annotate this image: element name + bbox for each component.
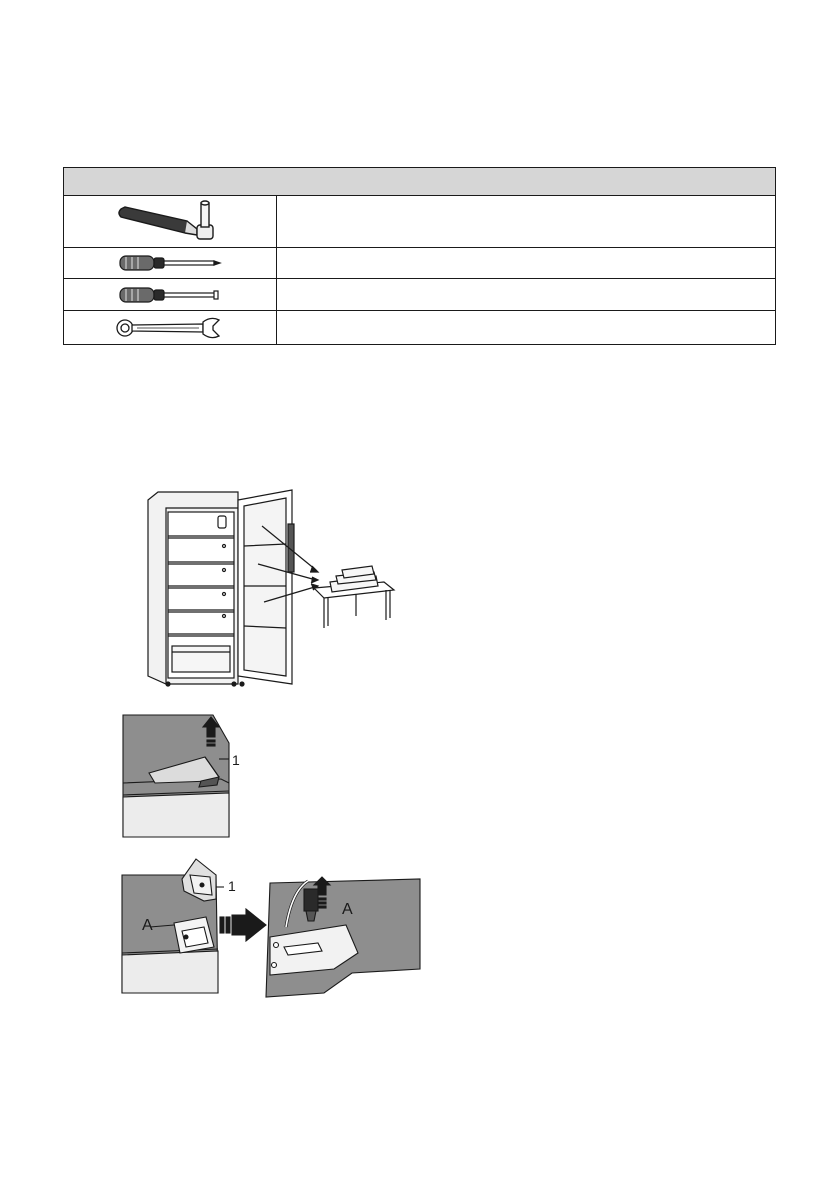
table-row — [64, 248, 775, 279]
hinge-connector-figure — [120, 857, 422, 998]
tool-description — [277, 311, 775, 344]
tools-table-header — [64, 168, 775, 196]
tool-description — [277, 248, 775, 278]
table-row — [64, 195, 775, 248]
flat-screwdriver-icon — [118, 285, 222, 305]
phillips-screwdriver-icon — [118, 253, 222, 273]
hinge-connector-illustration — [120, 857, 422, 998]
hinge-cover-illustration — [121, 713, 233, 839]
tool-description — [277, 279, 775, 310]
combination-wrench-icon — [115, 316, 225, 340]
callout-number: 1 — [232, 752, 240, 768]
tool-description — [277, 195, 775, 247]
callout-number: 1 — [228, 878, 236, 894]
tools-table — [63, 167, 776, 345]
table-row — [64, 311, 775, 344]
table-row — [64, 279, 775, 311]
callout-letter: A — [142, 917, 153, 934]
fridge-open-figure — [146, 486, 396, 688]
callout-letter: A — [342, 901, 353, 918]
fridge-illustration — [146, 486, 396, 688]
hinge-cover-figure — [121, 713, 240, 839]
socket-wrench-icon — [115, 199, 225, 243]
